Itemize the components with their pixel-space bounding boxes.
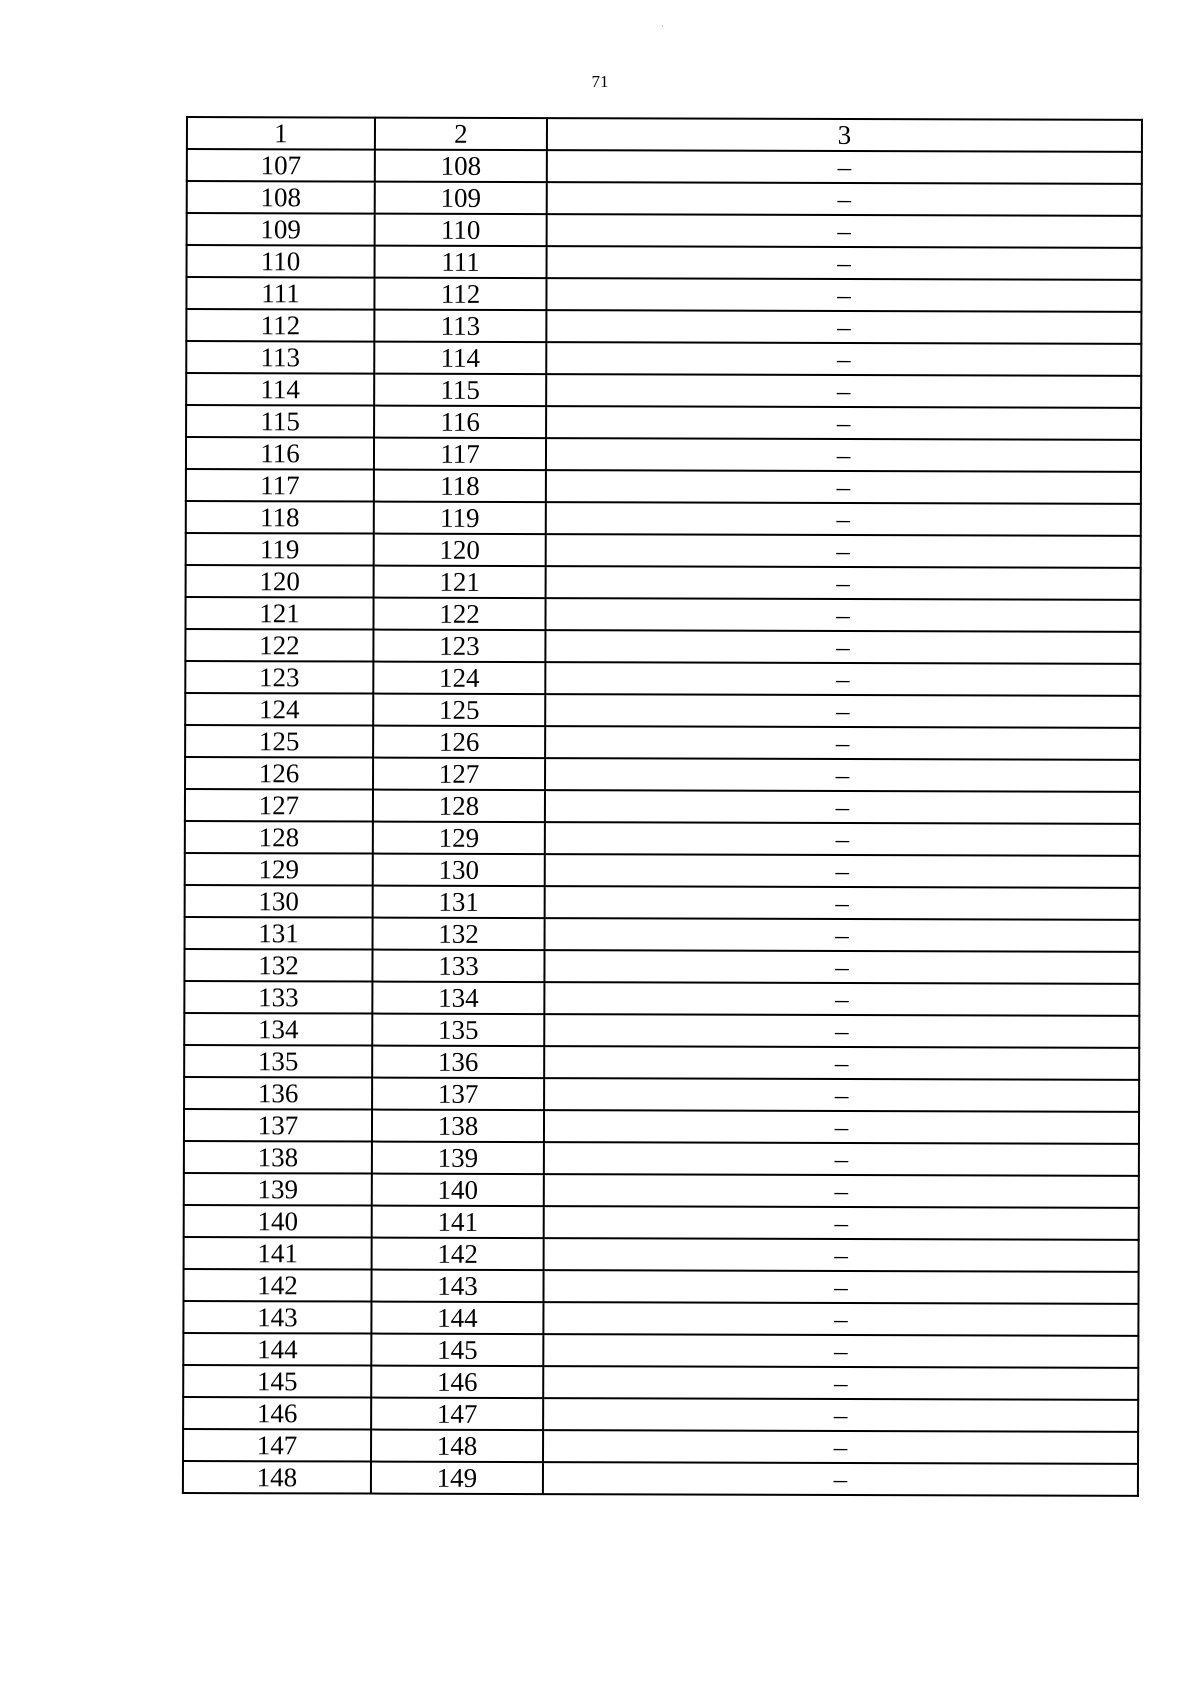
row-cell-col3: – [546,342,1141,376]
row-cell-col2: 126 [373,726,545,759]
table-row [183,1269,1138,1304]
row-cell-col1: 148 [183,1461,371,1494]
row-cell-col2: 123 [373,630,545,663]
table-row [185,789,1140,824]
table-row [183,1461,1138,1496]
row-cell-col3: – [547,182,1142,216]
table-header-row [187,117,1142,152]
row-cell-col1: 133 [184,981,372,1014]
row-cell-col2: 116 [374,406,546,439]
row-cell-col2: 127 [373,758,545,791]
row-cell-col1: 138 [184,1141,372,1174]
table-row [184,1173,1139,1208]
row-cell-col2: 135 [372,1014,544,1047]
row-cell-col3: – [543,1270,1138,1304]
row-cell-col1: 142 [183,1269,371,1302]
row-cell-col2: 141 [372,1206,544,1239]
row-cell-col3: – [546,566,1141,600]
row-cell-col3: – [544,1142,1139,1176]
row-cell-col2: 143 [371,1270,543,1303]
row-cell-col2: 120 [374,534,546,567]
row-cell-col1: 112 [186,309,374,342]
table-row [185,757,1140,792]
table-row [183,1333,1138,1368]
row-cell-col2: 118 [374,470,546,503]
row-cell-col2: 146 [371,1366,543,1399]
table-row [186,469,1141,504]
row-cell-col1: 111 [186,277,374,310]
row-cell-col2: 148 [371,1430,543,1463]
row-cell-col1: 123 [185,661,373,694]
row-cell-col2: 149 [371,1462,543,1495]
row-cell-col1: 120 [186,565,374,598]
row-cell-col1: 115 [186,405,374,438]
row-cell-col2: 133 [372,950,544,983]
header-cell-col3: 3 [547,118,1142,152]
row-cell-col1: 110 [187,245,375,278]
row-cell-col1: 117 [186,469,374,502]
table-row [185,725,1140,760]
row-cell-col3: – [545,758,1140,792]
row-cell-col1: 122 [185,629,373,662]
table-row [186,533,1141,568]
row-cell-col3: – [543,1398,1138,1432]
row-cell-col1: 119 [186,533,374,566]
table-row [184,1109,1139,1144]
row-cell-col2: 145 [371,1334,543,1367]
table-row [186,277,1141,312]
row-cell-col3: – [547,150,1142,184]
table-row [184,1205,1139,1240]
row-cell-col3: – [544,1110,1139,1144]
table-row [185,597,1140,632]
row-cell-col3: – [546,502,1141,536]
table-row [185,629,1140,664]
row-cell-col1: 128 [185,821,373,854]
header-cell-col1: 1 [187,117,375,150]
row-cell-col2: 136 [372,1046,544,1079]
row-cell-col3: – [546,534,1141,568]
table-row [185,821,1140,856]
row-cell-col3: – [545,790,1140,824]
row-cell-col1: 127 [185,789,373,822]
row-cell-col2: 117 [374,438,546,471]
row-cell-col3: – [547,246,1142,280]
row-cell-col2: 110 [375,214,547,247]
row-cell-col3: – [546,278,1141,312]
row-cell-col3: – [545,822,1140,856]
row-cell-col2: 144 [371,1302,543,1335]
row-cell-col1: 107 [187,149,375,182]
row-cell-col1: 108 [187,181,375,214]
row-cell-col3: – [545,598,1140,632]
row-cell-col3: – [544,1206,1139,1240]
row-cell-col1: 121 [185,597,373,630]
row-cell-col2: 134 [372,982,544,1015]
table-row [186,437,1141,472]
row-cell-col1: 131 [185,917,373,950]
row-cell-col2: 112 [374,278,546,311]
table-row [185,693,1140,728]
row-cell-col1: 145 [183,1365,371,1398]
row-cell-col1: 147 [183,1429,371,1462]
row-cell-col1: 146 [183,1397,371,1430]
table-row [183,1301,1138,1336]
table-row [183,1365,1138,1400]
row-cell-col3: – [543,1302,1138,1336]
header-cell-col2: 2 [375,118,547,151]
table-row [187,181,1142,216]
row-cell-col3: – [543,1462,1138,1496]
row-cell-col1: 130 [185,885,373,918]
row-cell-col2: 140 [372,1174,544,1207]
table-row [186,309,1141,344]
row-cell-col1: 134 [184,1013,372,1046]
table-body [183,117,1142,1496]
row-cell-col3: – [547,214,1142,248]
row-cell-col3: – [545,854,1140,888]
row-cell-col3: – [544,1046,1139,1080]
row-cell-col1: 114 [186,373,374,406]
row-cell-col3: – [545,886,1140,920]
row-cell-col2: 128 [373,790,545,823]
row-cell-col2: 111 [375,246,547,279]
table-row [185,885,1140,920]
row-cell-col1: 144 [183,1333,371,1366]
row-cell-col2: 119 [374,502,546,535]
row-cell-col2: 132 [373,918,545,951]
row-cell-col3: – [543,1334,1138,1368]
row-cell-col1: 109 [187,213,375,246]
table-row [185,661,1140,696]
row-cell-col2: 108 [375,150,547,183]
row-cell-col3: – [545,662,1140,696]
row-cell-col1: 141 [184,1237,372,1270]
scan-mark: · [661,22,664,31]
table-row [184,1013,1139,1048]
table-row [183,1397,1138,1432]
row-cell-col1: 129 [185,853,373,886]
row-cell-col1: 118 [186,501,374,534]
row-cell-col1: 140 [184,1205,372,1238]
row-cell-col3: – [546,310,1141,344]
row-cell-col2: 131 [373,886,545,919]
table-row [186,405,1141,440]
row-cell-col2: 147 [371,1398,543,1431]
row-cell-col2: 114 [374,342,546,375]
row-cell-col2: 122 [373,598,545,631]
table-row [183,1429,1138,1464]
table-row [185,917,1140,952]
table-row [184,981,1139,1016]
table-row [186,501,1141,536]
row-cell-col3: – [543,1430,1138,1464]
row-cell-col3: – [544,1174,1139,1208]
row-cell-col2: 138 [372,1110,544,1143]
row-cell-col2: 121 [374,566,546,599]
table-row [186,565,1141,600]
table-row [184,1237,1139,1272]
row-cell-col3: – [544,950,1139,984]
row-cell-col3: – [543,1366,1138,1400]
row-cell-col3: – [545,694,1140,728]
row-cell-col2: 142 [372,1238,544,1271]
row-cell-col3: – [545,630,1140,664]
table-row [186,373,1141,408]
table-row [186,341,1141,376]
table-row [184,1077,1139,1112]
row-cell-col3: – [546,406,1141,440]
row-cell-col3: – [545,726,1140,760]
row-cell-col2: 125 [373,694,545,727]
row-cell-col3: – [544,1078,1139,1112]
row-cell-col3: – [544,1238,1139,1272]
table-row [187,245,1142,280]
row-cell-col2: 139 [372,1142,544,1175]
row-cell-col2: 130 [373,854,545,887]
data-table [182,116,1143,1497]
row-cell-col1: 124 [185,693,373,726]
row-cell-col3: – [546,374,1141,408]
row-cell-col1: 136 [184,1077,372,1110]
row-cell-col2: 129 [373,822,545,855]
row-cell-col3: – [544,1014,1139,1048]
row-cell-col2: 113 [374,310,546,343]
row-cell-col1: 143 [183,1301,371,1334]
row-cell-col3: – [544,982,1139,1016]
row-cell-col1: 137 [184,1109,372,1142]
page-number: 71 [591,72,609,91]
row-cell-col3: – [546,470,1141,504]
row-cell-col1: 135 [184,1045,372,1078]
table-row [185,853,1140,888]
row-cell-col1: 116 [186,437,374,470]
row-cell-col1: 125 [185,725,373,758]
row-cell-col1: 126 [185,757,373,790]
row-cell-col1: 132 [184,949,372,982]
row-cell-col3: – [546,438,1141,472]
row-cell-col2: 109 [375,182,547,215]
table-row [184,949,1139,984]
table-row [187,149,1142,184]
row-cell-col2: 115 [374,374,546,407]
row-cell-col2: 124 [373,662,545,695]
row-cell-col1: 139 [184,1173,372,1206]
row-cell-col2: 137 [372,1078,544,1111]
table-row [184,1045,1139,1080]
table-row [187,213,1142,248]
row-cell-col1: 113 [186,341,374,374]
row-cell-col3: – [545,918,1140,952]
table-row [184,1141,1139,1176]
